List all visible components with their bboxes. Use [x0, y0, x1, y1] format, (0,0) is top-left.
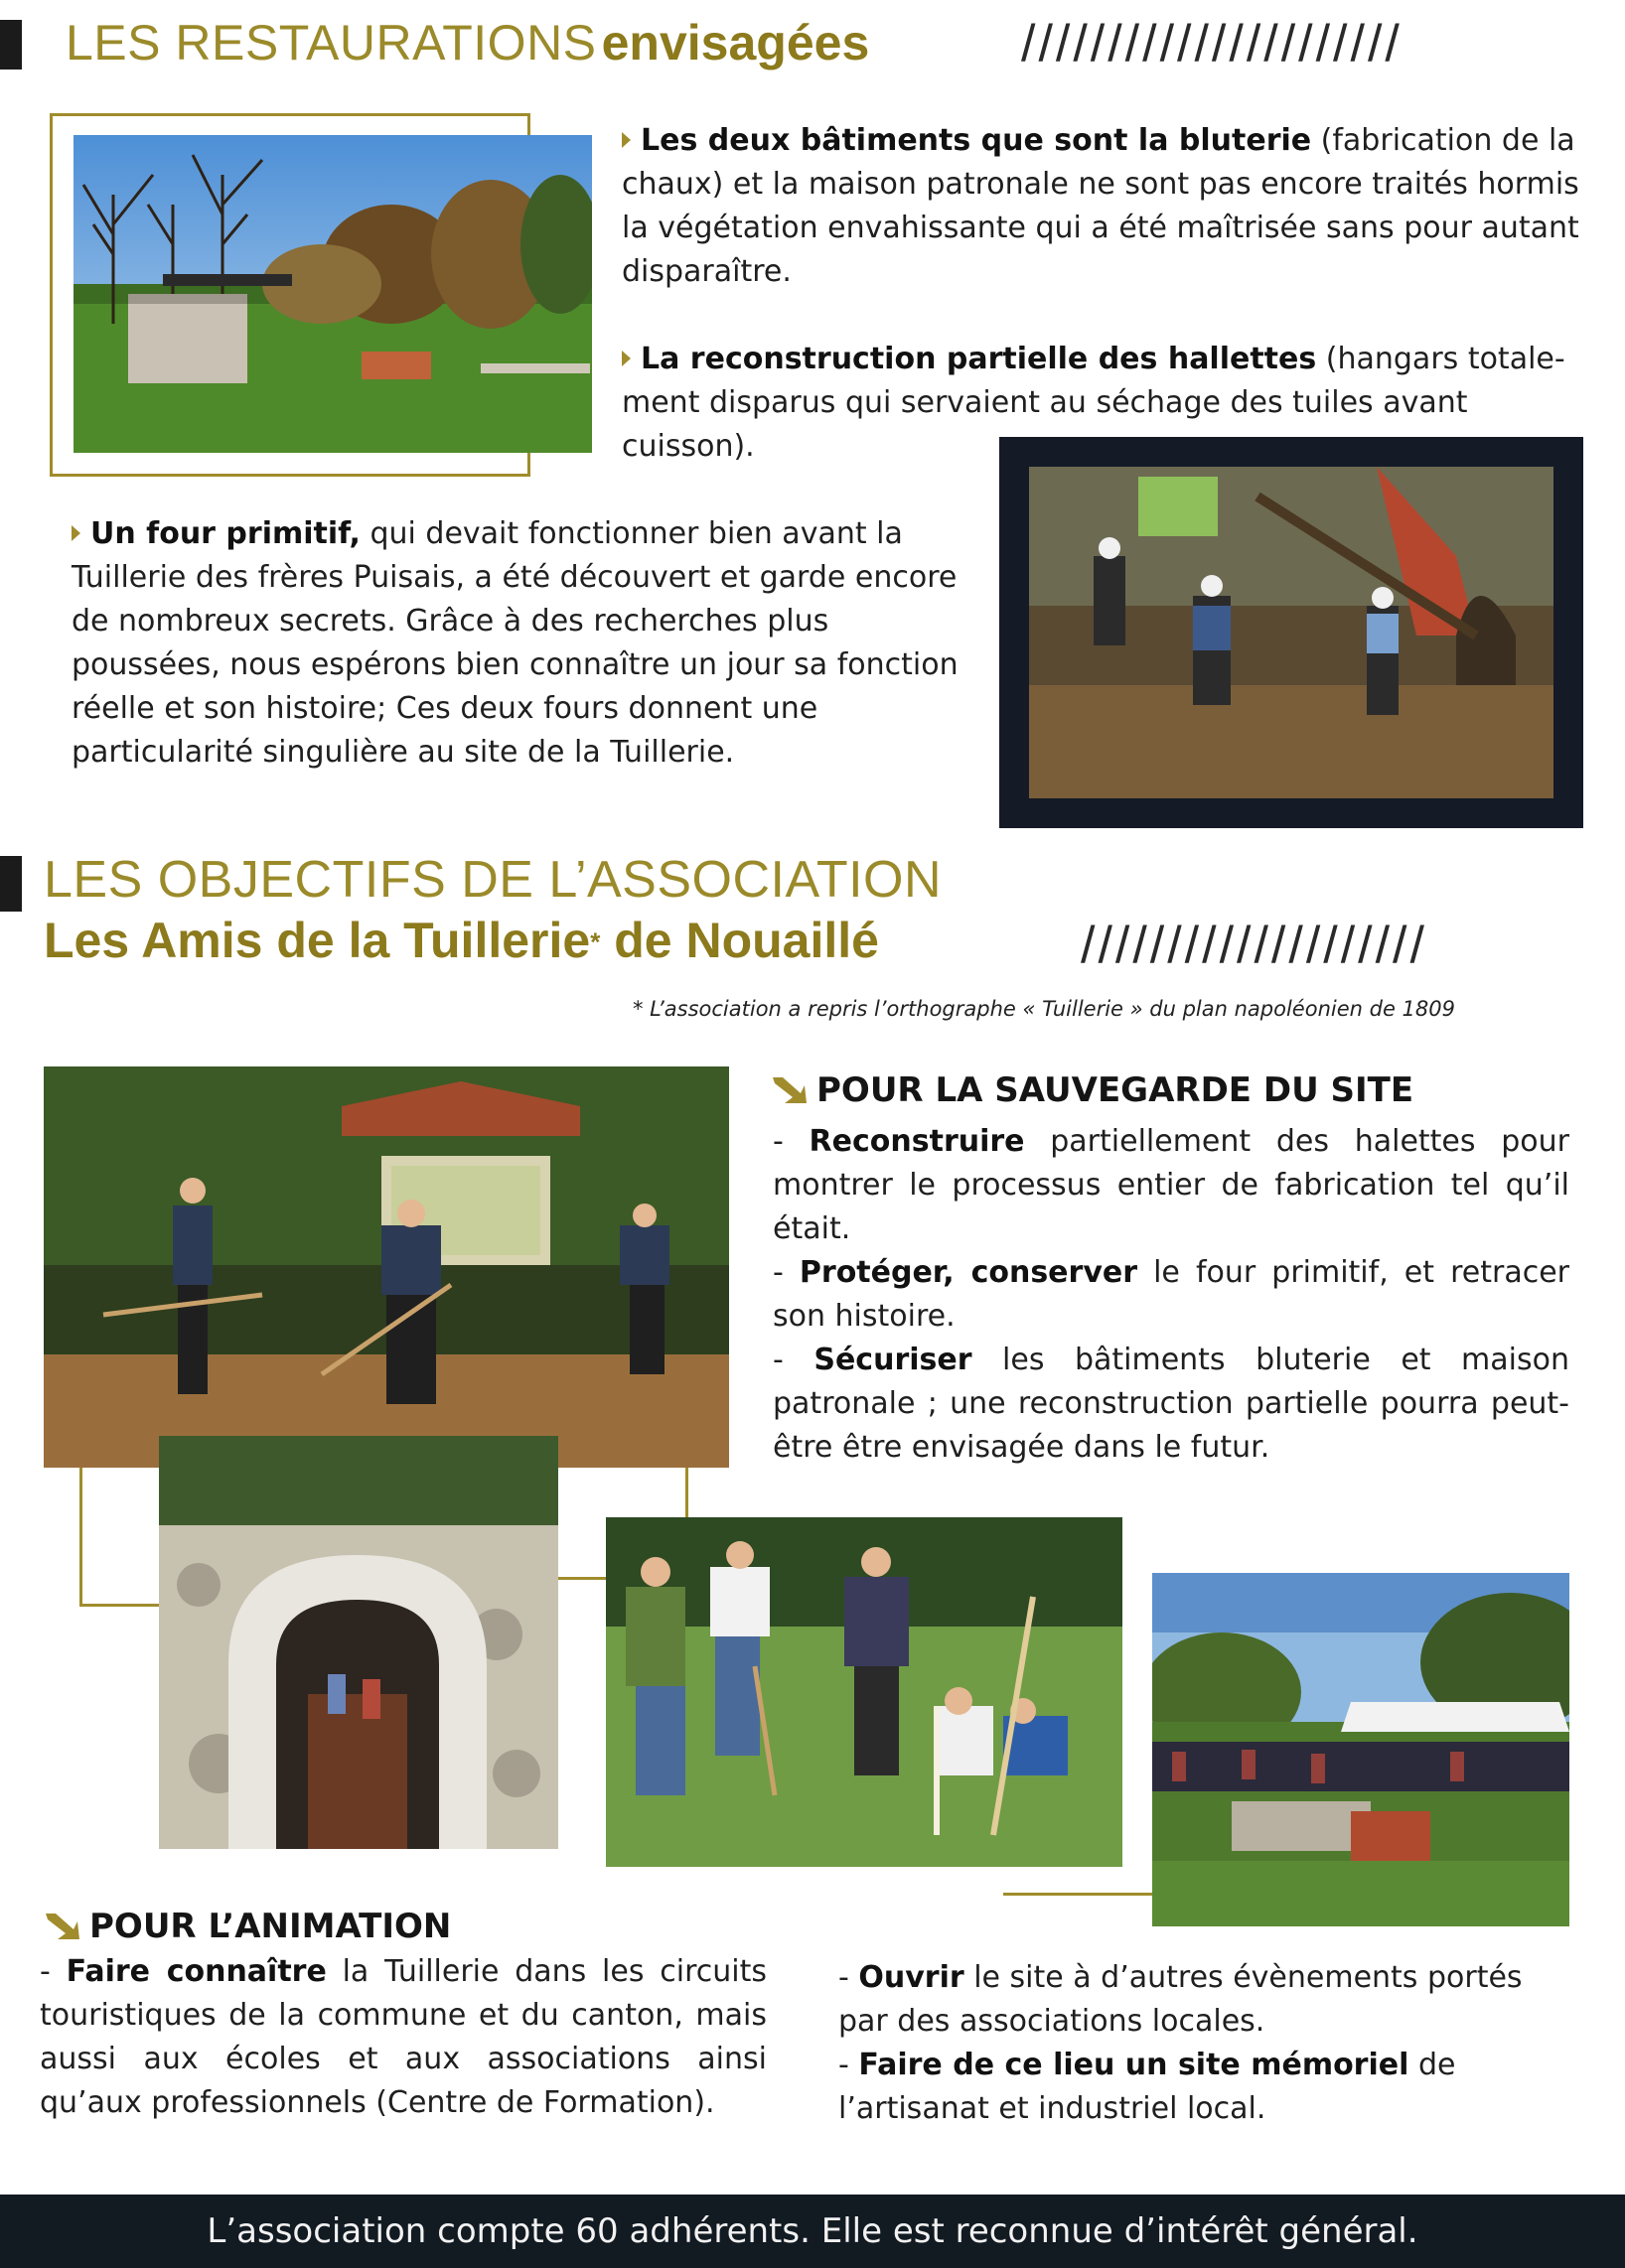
item-text: partiellement des halettes pour montrer le processus entier de fabrication tel qu’il était.: [773, 1124, 1569, 1246]
photo-planting-posts: [606, 1517, 1122, 1867]
heading-text: POUR L’ANIMATION: [89, 1907, 452, 1946]
section-marker: [0, 20, 22, 70]
item-text: (hangars totalement disparus qui servaient au séchage des tuiles avant cuisson).: [622, 342, 1565, 464]
item-bold: Protéger, conserver: [799, 1255, 1138, 1290]
bullet-triangle-icon: [72, 525, 80, 541]
footnote: * L’association a repris l’orthographe « Tuillerie » du plan napoléonien de 1809: [633, 997, 1455, 1021]
section-title-objectifs: LES OBJECTIFS DE L’ASSOCIATION: [44, 851, 943, 909]
item-bold: La reconstruction partielle des hallettes: [641, 342, 1317, 376]
animation-right: [838, 1956, 1573, 2131]
animation-item: - Faire de ce lieu un site mémoriel de l’artisanat et industriel local.: [838, 2048, 1456, 2126]
item-text: la Tuillerie dans les circuits touristiques de la commune et du canton, mais aussi aux écoles et aux associations ainsi qu’aux professionnels (Centre de Formation).: [40, 1954, 767, 2120]
footnote-marker: *: [590, 926, 601, 957]
slash-decoration: //////////////////////: [1021, 15, 1403, 72]
section-title-light: LES RESTAURATIONS: [66, 15, 597, 71]
sauvegarde-item: - Protéger, conserver le four primitif, et retracer son histoire.: [773, 1255, 1569, 1334]
photo-event-crowd: [1152, 1573, 1569, 1926]
connector-line: [685, 1468, 688, 1517]
photo-stone-arch: [159, 1436, 558, 1849]
slash-decoration: ////////////////////: [1081, 917, 1427, 974]
animation-left: - Faire connaître la Tuillerie dans les circuits touristiques de la commune et du canton, mais aussi aux écoles et aux associations ainsi qu’aux professionnels (Centre de Formation).: [40, 1954, 767, 2120]
sauvegarde-item: - Sécuriser les bâtiments bluterie et maison patronale ; une reconstruction partielle pourra peut-être être envisagée dans le futur.: [773, 1343, 1569, 1465]
connector-line: [79, 1468, 82, 1607]
item-bold: Ouvrir: [858, 1960, 964, 1995]
sauvegarde-list: [773, 1120, 1569, 1470]
item-text: de l’artisanat et industriel local.: [838, 2048, 1456, 2126]
item-text: (fabrication de la chaux) et la maison patronale ne sont pas encore traités hormis la végétation envahissante qui a été maîtrisée sans pour autant disparaître.: [622, 123, 1579, 289]
item-bold: Faire de ce lieu un site mémoriel: [858, 2048, 1409, 2082]
section-title-association: [44, 912, 879, 969]
item-text: le four primitif, et retracer son histoire.: [773, 1255, 1569, 1334]
arrow-down-right-icon: [44, 1912, 81, 1941]
photo-kiln-landscape: [74, 135, 592, 453]
bullet-triangle-icon: [622, 351, 631, 366]
photo-volunteers-digging: [44, 1066, 729, 1468]
item-bold: Faire connaître: [66, 1954, 327, 1989]
association-place: de Nouaillé: [600, 913, 879, 968]
item-bold: Un four primitif,: [90, 516, 361, 551]
heading-animation: [44, 1907, 451, 1946]
section-marker: [0, 856, 22, 912]
section-title-restaurations: [66, 14, 869, 71]
restoration-item-bluterie: [622, 119, 1580, 294]
arrow-down-right-icon: [771, 1075, 809, 1105]
restoration-item-four-primitif: [72, 512, 970, 775]
section-title-bold: envisagées: [601, 15, 870, 71]
heading-sauvegarde: [771, 1070, 1413, 1110]
footer-banner: [0, 2195, 1625, 2268]
connector-line: [79, 1604, 161, 1607]
heading-text: POUR LA SAUVEGARDE DU SITE: [816, 1070, 1414, 1110]
item-bold: Les deux bâtiments que sont la bluterie: [641, 123, 1312, 158]
connector-line: [1003, 1893, 1152, 1896]
photo-workers-ruins: [999, 437, 1583, 828]
item-text: les bâtiments bluterie et maison patronale ; une reconstruction partielle pourra peut-être être envisagée dans le futur.: [773, 1343, 1569, 1465]
sauvegarde-item: - Reconstruire partiellement des halettes pour montrer le processus entier de fabrication tel qu’il était.: [773, 1124, 1569, 1246]
animation-item: - Ouvrir le site à d’autres évènements portés par des associations locales.: [838, 1960, 1523, 2039]
connector-line: [558, 1577, 610, 1580]
item-bold: Sécuriser: [813, 1343, 972, 1377]
item-text: le site à d’autres évènements portés par des associations locales.: [838, 1960, 1523, 2039]
association-name: Les Amis de la Tuillerie: [44, 913, 591, 968]
footer-text: L’association compte 60 adhérents. Elle est reconnue d’intérêt général.: [207, 2211, 1418, 2251]
item-bold: Reconstruire: [809, 1124, 1025, 1159]
item-text: qui devait fonctionner bien avant la Tuillerie des frères Puisais, a été découvert et garde encore de nombreux secrets. Grâce à des recherches plus poussées, nous espérons bien connaître un jour sa fonction réelle et son histoire; Ces deux fours donnent une particularité singulière au site de la Tuillerie.: [72, 516, 959, 770]
bullet-triangle-icon: [622, 132, 631, 148]
